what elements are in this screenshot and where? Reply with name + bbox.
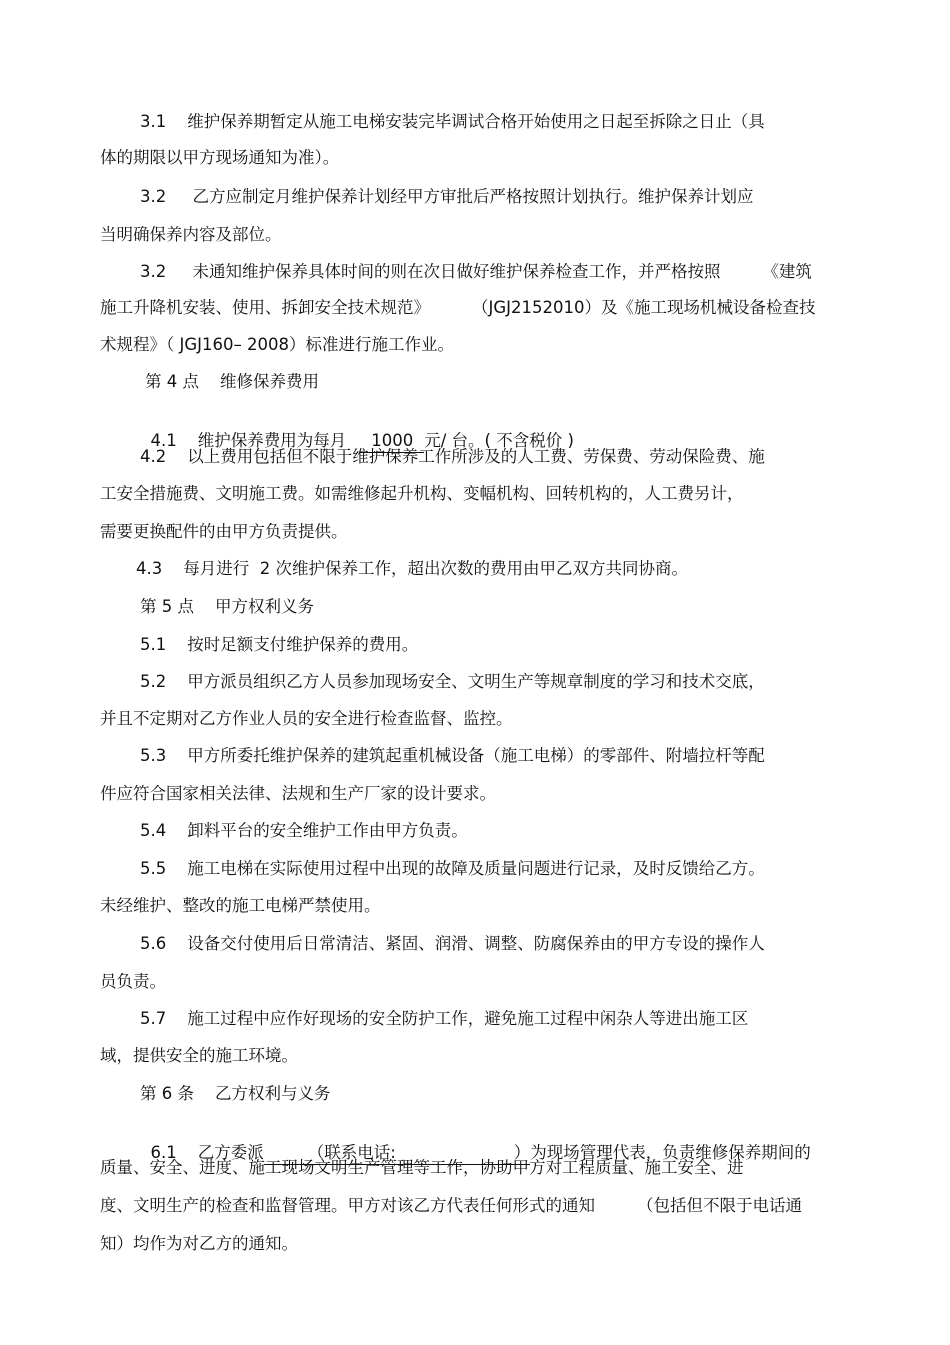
text-line: 需要更换配件的由甲方负责提供。 (100, 522, 348, 541)
text-line: 员负责。 (100, 972, 166, 991)
section-heading: 第 5 点 甲方权利义务 (140, 597, 314, 616)
text-line: 5.6 设备交付使用后日常清洁、紧固、润滑、调整、防腐保养由的甲方专设的操作人 (140, 934, 765, 953)
text-line: 质量、安全、进度、施工现场文明生产管理等工作，协助甲方对工程质量、施工安全、进 (100, 1158, 744, 1177)
text-line: 5.1 按时足额支付维护保养的费用。 (140, 635, 419, 654)
text-line: 3.2 乙方应制定月维护保养计划经甲方审批后严格按照计划执行。维护保养计划应 (140, 187, 754, 206)
fee-label: 4.1 维护保养费用为每月 (150, 431, 347, 450)
text-line: 施工升降机安装、使用、拆卸安全技术规范》 （JGJ2152010）及《施工现场机械设备检查技 (100, 298, 816, 317)
text-line: 3.1 维护保养期暂定从施工电梯安装完毕调试合格开始使用之日起至拆除之日止（具 (140, 112, 765, 131)
text-line: 域，提供安全的施工环境。 (100, 1046, 298, 1065)
text-line: 5.5 施工电梯在实际使用过程中出现的故障及质量问题进行记录，及时反馈给乙方。 (140, 859, 765, 878)
text-line: 5.4 卸料平台的安全维护工作由甲方负责。 (140, 821, 468, 840)
text-line: 术规程》（ JGJ160– 2008）标准进行施工作业。 (100, 335, 454, 354)
text-line: 并且不定期对乙方作业人员的安全进行检查监督、监控。 (100, 709, 513, 728)
text-line: 件应符合国家相关法律、法规和生产厂家的设计要求。 (100, 784, 496, 803)
text-line: 未经维护、整改的施工电梯严禁使用。 (100, 896, 381, 915)
rep-phone-label: （联系电话: (308, 1142, 396, 1165)
text-line: 度、文明生产的检查和监督管理。甲方对该乙方代表任何形式的通知 （包括但不限于电话通 (100, 1196, 802, 1215)
fee-unit: 元/ 台。( 不含税价 ) (424, 431, 574, 450)
section-heading: 第 6 条 乙方权利与义务 (140, 1084, 331, 1103)
text-line: 5.7 施工过程中应作好现场的安全防护工作，避免施工过程中闲杂人等进出施工区 (140, 1009, 749, 1028)
fee-amount: 1000 (360, 430, 424, 453)
section-heading: 第 4 点 维修保养费用 (145, 372, 319, 391)
text-line: 4.3 每月进行 2 次维护保养工作，超出次数的费用由甲乙双方共同协商。 (136, 559, 688, 578)
text-line: 工安全措施费、文明施工费。如需维修起升机构、变幅机构、回转机构的，人工费另计， (100, 484, 744, 503)
text-line: 当明确保养内容及部位。 (100, 225, 282, 244)
rep-tail: 为现场管理代表，负责维修保养期间的 (530, 1143, 811, 1162)
text-line: 知）均作为对乙方的通知。 (100, 1234, 298, 1253)
rep-phone-close: ） (514, 1142, 531, 1165)
text-line: 3.2 未通知维护保养具体时间的则在次日做好维护保养检查工作，并严格按照 《建筑 (140, 262, 812, 281)
text-line: 5.3 甲方所委托维护保养的建筑起重机械设备（施工电梯）的零部件、附墙拉杆等配 (140, 746, 765, 765)
text-line: 5.2 甲方派员组织乙方人员参加现场安全、文明生产等规章制度的学习和技术交底， (140, 672, 765, 691)
rep-label: 6.1 乙方委派 (150, 1143, 264, 1162)
text-line: 体的期限以甲方现场通知为准）。 (100, 148, 340, 167)
text-line: 4.2 以上费用包括但不限于维护保养工作所涉及的人工费、劳保费、劳动保险费、施 (140, 447, 765, 466)
